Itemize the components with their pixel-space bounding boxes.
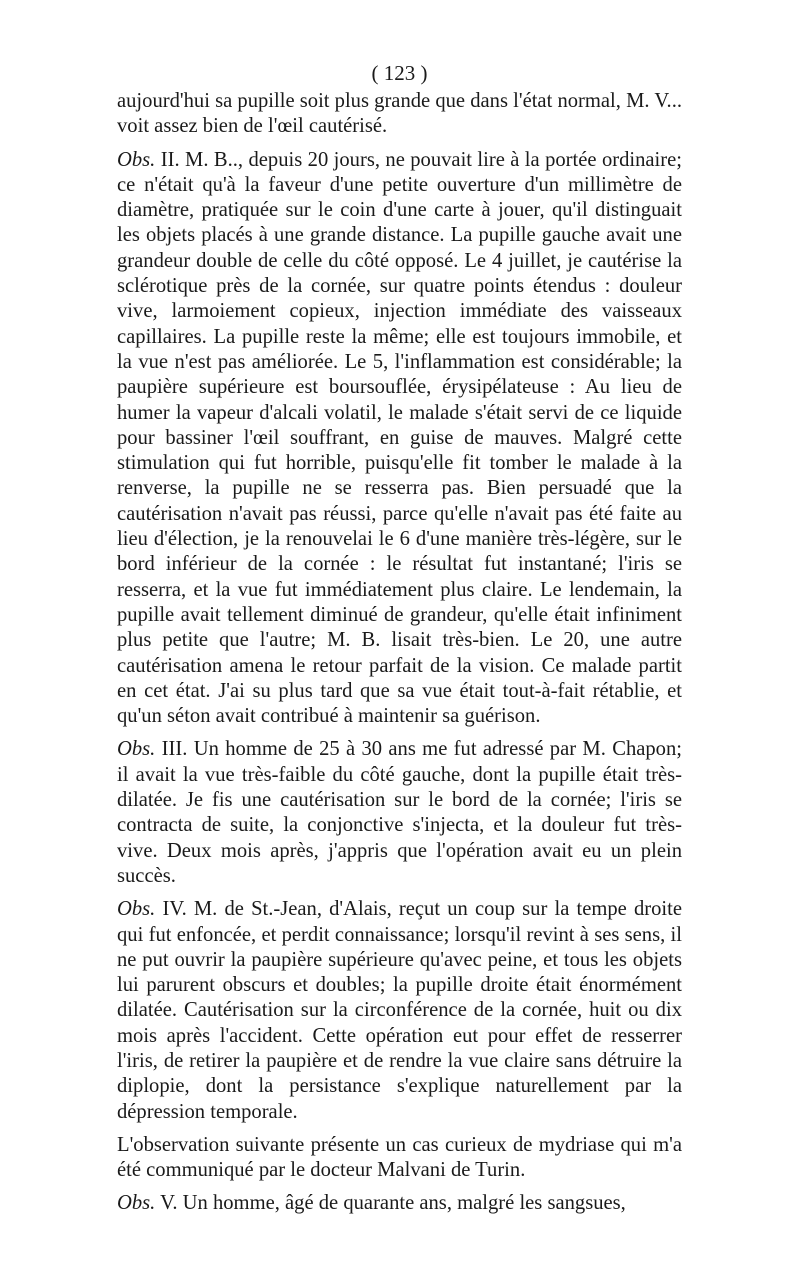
- obs-label: Obs.: [117, 1192, 156, 1215]
- paragraph-obs-3: [117, 737, 682, 889]
- paragraph-text: IV. M. de St.-Jean, d'Alais, reçut un coup sur la tempe droite qui fut enfoncée, et perdit connaissance; lorsqu'il revint à ses sens, il ne put ouvrir la paupière supérieure qu'avec peine, et tous les objets lui parurent obscurs et doubles; la pupille droite était énormément dilatée. Cautérisation sur la circonférence de la cornée, huit ou dix mois après l'accident. Cette opération eut pour effet de resserrer l'iris, de retirer la paupière et de rendre la vue claire sans détruire la diplopie, dont la persistance s'explique naturellement par la dépression temporale.: [117, 898, 682, 1123]
- paragraph-obs-5: [117, 1191, 682, 1216]
- paragraph-text: II. M. B.., depuis 20 jours, ne pouvait lire à la portée ordinaire; ce n'était qu'à la faveur d'une petite ouverture d'un millimètre de diamètre, pratiquée sur le coin d'une carte à jouer, qu'il distinguait les objets placés à une grande distance. La pupille gauche avait une grandeur double de celle du côté opposé. Le 4 juillet, je cautérise la sclérotique près de la cornée, sur quatre points étendus : douleur vive, larmoiement copieux, injection immédiate des vaisseaux capillaires. La pupille reste la même; elle est toujours immobile, et la vue n'est pas améliorée. Le 5, l'inflammation est considérable; la paupière supérieure est boursouflée, érysipélateuse : Au lieu de humer la vapeur d'alcali volatil, le malade s'était servi de ce liquide pour bassiner l'œil souffrant, en guise de mauves. Malgré cette stimulation qui fut horrible, puisqu'elle fit tomber le malade à la renverse, la pupille ne se resserra pas. Bien persuadé que la cautérisation n'avait pas réussi, parce qu'elle n'avait pas été faite au lieu d'élection, je la renouvelai le 6 d'une manière très-légère, sur le bord inférieur de la cornée : le résultat fut instantané; l'iris se resserra, et la vue fut immédiatement plus claire. Le lendemain, la pupille avait tellement diminué de grandeur, qu'elle était infiniment plus petite que l'autre; M. B. lisait très-bien. Le 20, une autre cautérisation amena le retour parfait de la vision. Ce malade partit en cet état. J'ai su plus tard que sa vue était tout-à-fait rétablie, et qu'un séton avait contribué à maintenir sa guérison.: [117, 148, 682, 728]
- paragraph-obs-2: [117, 148, 682, 730]
- paragraph-obs-4: [117, 897, 682, 1125]
- obs-label: Obs.: [117, 898, 156, 921]
- paragraph-text: aujourd'hui sa pupille soit plus grande que dans l'état normal, M. V... voit assez bien de l'œil cautérisé.: [117, 90, 682, 138]
- page-number: ( 123 ): [371, 61, 428, 85]
- paragraph-text: III. Un homme de 25 à 30 ans me fut adressé par M. Chapon; il avait la vue très-faible du côté gauche, dont la pupille était très-dilatée. Je fis une cautérisation sur le bord de la cornée; l'iris se contracta de suite, la conjonctive s'injecta, et la douleur fut très-vive. Deux mois après, j'appris que l'opération avait eu un plein succès.: [117, 738, 682, 887]
- paragraph-text: L'observation suivante présente un cas curieux de mydriase qui m'a été communiqué par le docteur Malvani de Turin.: [117, 1133, 682, 1182]
- obs-label: Obs.: [117, 738, 156, 761]
- paragraph-5: [117, 1133, 682, 1184]
- obs-label: Obs.: [117, 148, 156, 171]
- paragraph-text: V. Un homme, âgé de quarante ans, malgré les sangsues,: [155, 1192, 626, 1215]
- paragraph-1: [117, 89, 682, 140]
- book-page: [117, 58, 682, 1217]
